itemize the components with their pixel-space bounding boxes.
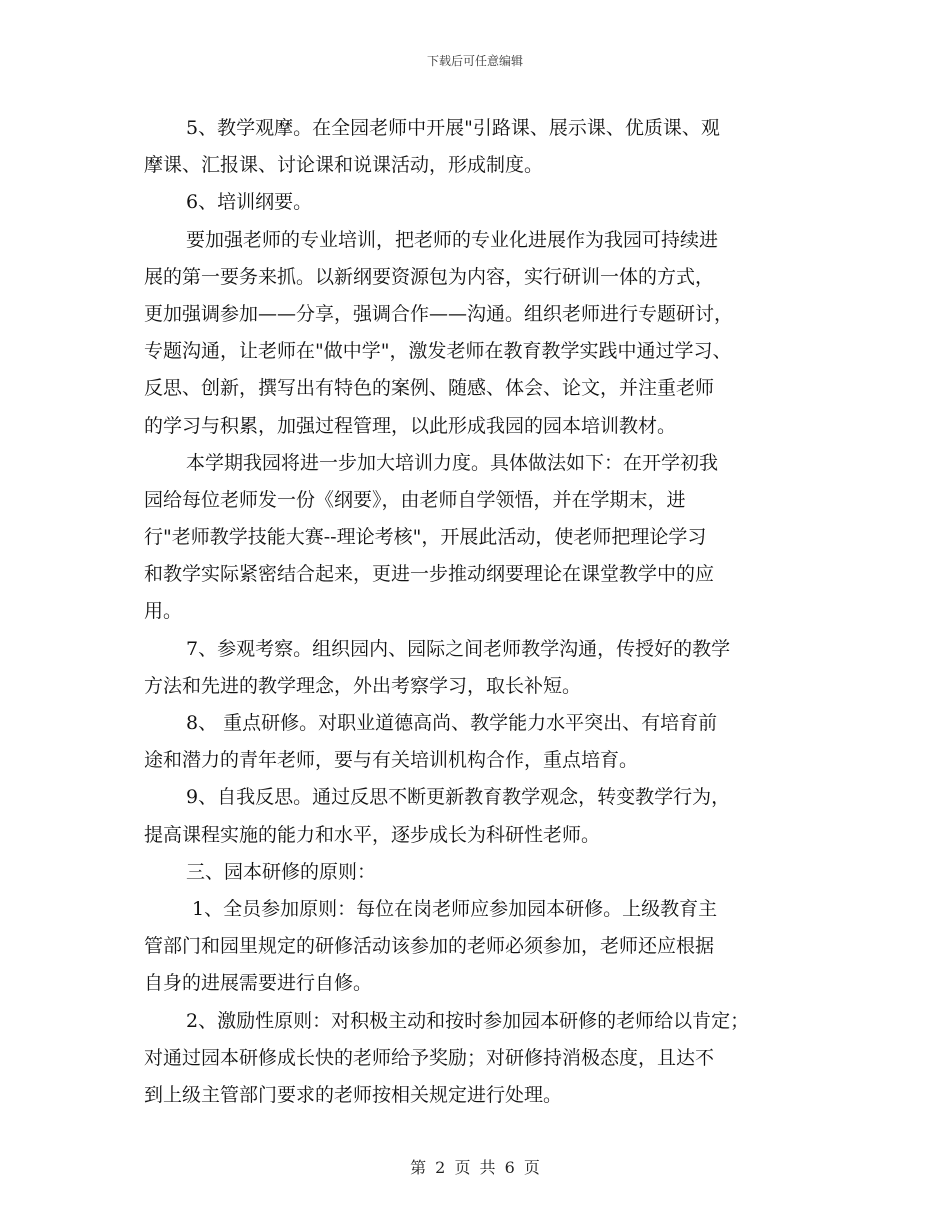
document-body (144, 110, 809, 1114)
paragraph-line: 专题沟通，让老师在"做中学"，激发老师在教育教学实践中通过学习、 (144, 340, 732, 363)
paragraph-line: 6、培训纲要。 (186, 191, 313, 214)
paragraph-line: 的学习与积累，加强过程管理，以此形成我园的园本培训教材。 (144, 414, 677, 437)
paragraph-line: 提高课程实施的能力和水平，逐步成长为科研性老师。 (144, 823, 601, 846)
paragraph-line: 摩课、汇报课、讨论课和说课活动，形成制度。 (144, 154, 544, 177)
paragraph-line: 管部门和园里规定的研修活动该参加的老师必须参加，老师还应根据 (144, 935, 715, 958)
page-number-footer: 第 2 页 共 6 页 (410, 1158, 540, 1177)
paragraph-line: 自身的进展需要进行自修。 (144, 972, 373, 995)
paragraph-line: 反思、创新，撰写出有特色的案例、随感、体会、论文，并注重老师 (144, 377, 715, 400)
paragraph-line: 7、参观考察。组织园内、园际之间老师教学沟通，传授好的教学 (186, 637, 731, 660)
paragraph-line: 到上级主管部门要求的老师按相关规定进行处理。 (144, 1083, 563, 1106)
header-note: 下载后可任意编辑 (426, 54, 523, 68)
paragraph-line: 途和潜力的青年老师，要与有关培训机构合作，重点培育。 (144, 749, 639, 772)
paragraph-line: 2、激励性原则：对积极主动和按时参加园本研修的老师给以肯定； (186, 1009, 750, 1032)
paragraph-line: 要加强老师的专业培训，把老师的专业化进展作为我园可持续进 (186, 228, 719, 251)
paragraph-line: 更加强调参加——分享，强调合作——沟通。组织老师进行专题研讨， (144, 302, 734, 325)
paragraph-line: 本学期我园将进一步加大培训力度。具体做法如下：在开学初我 (186, 451, 719, 474)
paragraph-line: 方法和先进的教学理念，外出考察学习，取长补短。 (144, 674, 582, 697)
paragraph-line: 1、全员参加原则：每位在岗老师应参加园本研修。上级教育主 (192, 897, 718, 920)
paragraph-line: 园给每位老师发一份《纲要》，由老师自学领悟，并在学期末，进 (144, 488, 686, 511)
paragraph-line: 和教学实际紧密结合起来，更进一步推动纲要理论在课堂教学中的应 (144, 563, 715, 586)
paragraph-line: 对通过园本研修成长快的老师给予奖励；对研修持消极态度，且达不 (144, 1046, 715, 1069)
paragraph-line: 用。 (144, 600, 183, 623)
paragraph-line: 展的第一要务来抓。以新纲要资源包为内容，实行研训一体的方式， (144, 265, 715, 288)
paragraph-line: 行"老师教学技能大赛--理论考核"，开展此活动，使老师把理论学习 (144, 526, 707, 549)
paragraph-line: 9、自我反思。通过反思不断更新教育教学观念，转变教学行为， (186, 786, 731, 809)
paragraph-line: 8、 重点研修。对职业道德高尚、教学能力水平突出、有培育前 (186, 712, 718, 734)
paragraph-line: 5、教学观摩。在全园老师中开展"引路课、展示课、优质课、观 (186, 117, 720, 139)
section-heading: 三、园本研修的原则： (186, 860, 377, 883)
